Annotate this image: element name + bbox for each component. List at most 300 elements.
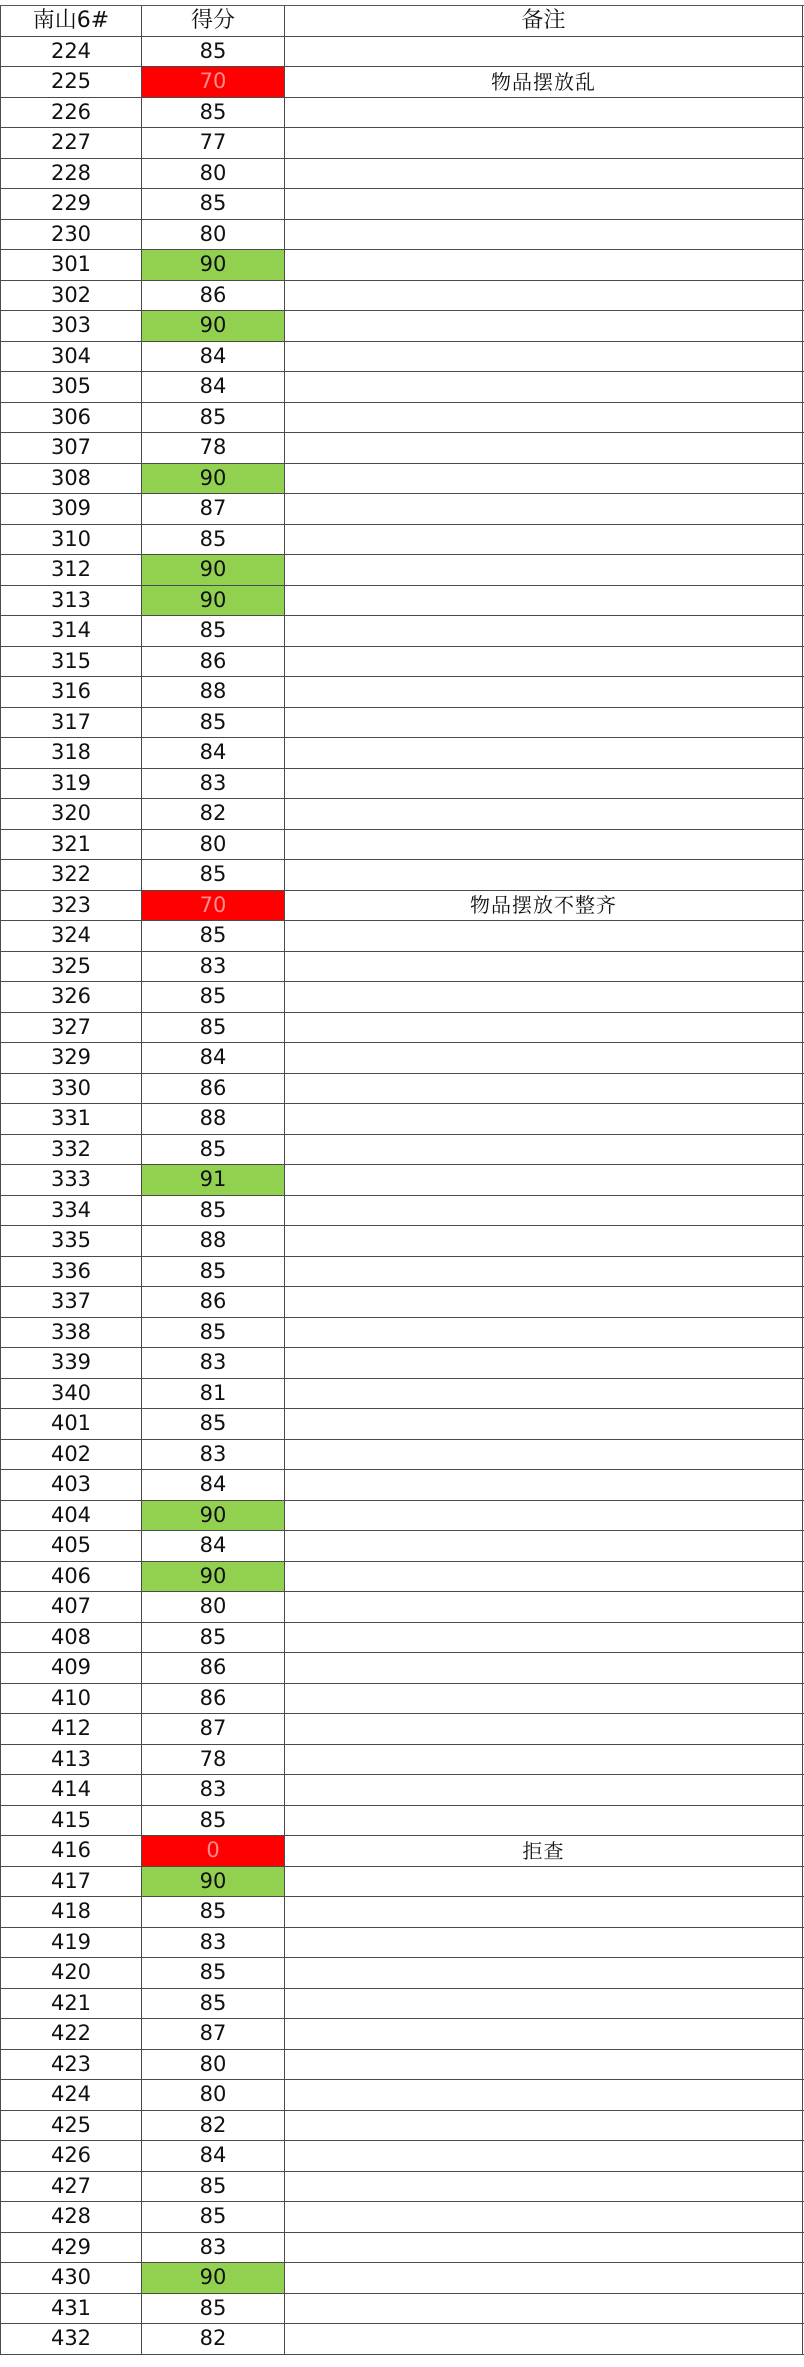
table-row	[0, 1531, 804, 1562]
table-row	[0, 1836, 804, 1867]
table-row	[0, 1592, 804, 1623]
room-number-cell: 302	[0, 281, 142, 311]
score-cell	[142, 738, 285, 768]
table-row	[0, 220, 804, 251]
note-cell	[285, 1958, 803, 1988]
note-cell	[285, 189, 803, 219]
note-cell	[285, 1775, 803, 1805]
score-cell	[142, 891, 285, 921]
table-row	[0, 1897, 804, 1928]
note-cell	[285, 250, 803, 280]
table-row	[0, 98, 804, 129]
score-cell	[142, 403, 285, 433]
score-value: 85	[199, 862, 227, 887]
table-row	[0, 1501, 804, 1532]
room-number-cell: 317	[0, 708, 142, 738]
room-number-cell: 413	[0, 1745, 142, 1775]
score-value: 86	[199, 1685, 227, 1710]
score-cell	[142, 2294, 285, 2324]
score-cell	[142, 2233, 285, 2263]
room-number-cell: 323	[0, 891, 142, 921]
score-value: 85	[199, 1960, 227, 1985]
score-cell	[142, 1013, 285, 1043]
score-value: 83	[199, 1929, 227, 1954]
score-cell	[142, 1684, 285, 1714]
note-cell	[285, 1165, 803, 1195]
room-number-cell: 228	[0, 159, 142, 189]
note-text: 物品摆放乱	[491, 69, 596, 94]
table-row	[0, 1165, 804, 1196]
score-value: 85	[199, 1136, 227, 1161]
score-value: 80	[199, 2051, 227, 2076]
score-value: 70	[199, 69, 227, 94]
room-number-cell: 229	[0, 189, 142, 219]
note-cell	[285, 1013, 803, 1043]
note-cell	[285, 830, 803, 860]
table-row	[0, 37, 804, 68]
score-cell	[142, 1531, 285, 1561]
table-row	[0, 311, 804, 342]
score-value: 88	[199, 1228, 227, 1253]
table-row	[0, 1714, 804, 1745]
note-cell	[285, 2172, 803, 2202]
score-value: 86	[199, 1655, 227, 1680]
score-value: 85	[199, 923, 227, 948]
score-value: 90	[199, 313, 227, 338]
room-number-cell: 407	[0, 1592, 142, 1622]
score-cell	[142, 1897, 285, 1927]
note-cell	[285, 1226, 803, 1256]
note-cell	[285, 708, 803, 738]
room-number-cell: 425	[0, 2111, 142, 2141]
note-cell	[285, 2202, 803, 2232]
note-cell	[285, 982, 803, 1012]
score-value: 83	[199, 1777, 227, 1802]
table-row	[0, 159, 804, 190]
note-cell	[285, 1135, 803, 1165]
score-cell	[142, 372, 285, 402]
table-row	[0, 708, 804, 739]
room-number-cell: 430	[0, 2263, 142, 2293]
table-row	[0, 586, 804, 617]
note-cell	[285, 1806, 803, 1836]
score-value: 90	[199, 465, 227, 490]
score-cell	[142, 1165, 285, 1195]
score-cell	[142, 1928, 285, 1958]
note-cell	[285, 2141, 803, 2171]
score-cell	[142, 2172, 285, 2202]
table-row	[0, 1928, 804, 1959]
table-row	[0, 1440, 804, 1471]
room-number-cell: 307	[0, 433, 142, 463]
score-value: 77	[199, 130, 227, 155]
score-value: 80	[199, 221, 227, 246]
room-number-cell: 313	[0, 586, 142, 616]
score-cell	[142, 98, 285, 128]
score-value: 83	[199, 953, 227, 978]
table-row	[0, 1409, 804, 1440]
score-value: 84	[199, 2143, 227, 2168]
score-cell	[142, 464, 285, 494]
score-cell	[142, 433, 285, 463]
score-value: 78	[199, 1746, 227, 1771]
note-cell	[285, 1104, 803, 1134]
room-number-cell: 304	[0, 342, 142, 372]
room-number-cell: 426	[0, 2141, 142, 2171]
score-cell	[142, 982, 285, 1012]
note-cell	[285, 1379, 803, 1409]
note-cell	[285, 647, 803, 677]
score-value: 85	[199, 2173, 227, 2198]
note-cell	[285, 37, 803, 67]
note-cell	[285, 738, 803, 768]
score-cell	[142, 250, 285, 280]
note-cell	[285, 1745, 803, 1775]
score-cell	[142, 1836, 285, 1866]
score-value: 80	[199, 160, 227, 185]
score-cell	[142, 494, 285, 524]
note-cell	[285, 372, 803, 402]
score-value: 0	[206, 1838, 220, 1863]
table-row	[0, 616, 804, 647]
table-row	[0, 281, 804, 312]
table-row	[0, 2294, 804, 2325]
score-value: 85	[199, 1197, 227, 1222]
score-cell	[142, 1196, 285, 1226]
score-cell	[142, 1745, 285, 1775]
score-cell	[142, 220, 285, 250]
note-cell	[285, 860, 803, 890]
table-row	[0, 2172, 804, 2203]
score-cell	[142, 1867, 285, 1897]
score-value: 85	[199, 1990, 227, 2015]
note-cell	[285, 891, 803, 921]
room-number-cell: 408	[0, 1623, 142, 1653]
table-row	[0, 2263, 804, 2294]
note-cell	[285, 2263, 803, 2293]
table-row	[0, 2080, 804, 2111]
room-number-cell: 422	[0, 2019, 142, 2049]
score-value: 81	[199, 1380, 227, 1405]
room-number-cell: 312	[0, 555, 142, 585]
note-cell	[285, 555, 803, 585]
table-row	[0, 1684, 804, 1715]
note-text: 物品摆放不整齐	[470, 893, 617, 918]
score-value: 85	[199, 99, 227, 124]
room-number-cell: 331	[0, 1104, 142, 1134]
note-cell	[285, 1348, 803, 1378]
table-row	[0, 342, 804, 373]
room-number-cell: 224	[0, 37, 142, 67]
note-cell	[285, 525, 803, 555]
table-row	[0, 1318, 804, 1349]
score-cell	[142, 1043, 285, 1073]
score-value: 86	[199, 1075, 227, 1100]
table-row	[0, 1806, 804, 1837]
room-number-cell: 225	[0, 67, 142, 97]
note-cell	[285, 1257, 803, 1287]
score-value: 85	[199, 2295, 227, 2320]
score-cell	[142, 2111, 285, 2141]
note-cell	[285, 1928, 803, 1958]
note-cell	[285, 2019, 803, 2049]
score-cell	[142, 1379, 285, 1409]
room-number-cell: 305	[0, 372, 142, 402]
table-row	[0, 799, 804, 830]
room-number-cell: 303	[0, 311, 142, 341]
table-row	[0, 1745, 804, 1776]
table-row	[0, 1074, 804, 1105]
note-cell	[285, 1287, 803, 1317]
table-row	[0, 67, 804, 98]
table-row	[0, 1104, 804, 1135]
room-number-cell: 410	[0, 1684, 142, 1714]
note-cell	[285, 1867, 803, 1897]
note-cell	[285, 128, 803, 158]
table-row	[0, 2050, 804, 2081]
score-cell	[142, 1135, 285, 1165]
room-number-cell: 315	[0, 647, 142, 677]
note-cell	[285, 67, 803, 97]
score-cell	[142, 525, 285, 555]
note-cell	[285, 311, 803, 341]
note-cell	[285, 2080, 803, 2110]
score-cell	[142, 769, 285, 799]
score-value: 80	[199, 2082, 227, 2107]
score-value: 85	[199, 709, 227, 734]
score-cell	[142, 1318, 285, 1348]
room-number-cell: 314	[0, 616, 142, 646]
score-value: 88	[199, 1106, 227, 1131]
score-value: 85	[199, 2204, 227, 2229]
score-value: 85	[199, 1807, 227, 1832]
score-cell	[142, 860, 285, 890]
score-value: 85	[199, 404, 227, 429]
score-cell	[142, 1775, 285, 1805]
score-cell	[142, 1470, 285, 1500]
note-cell	[285, 921, 803, 951]
note-cell	[285, 1470, 803, 1500]
room-number-cell: 320	[0, 799, 142, 829]
room-number-cell: 338	[0, 1318, 142, 1348]
table-row	[0, 494, 804, 525]
note-cell	[285, 1897, 803, 1927]
score-value: 82	[199, 2112, 227, 2137]
score-value: 83	[199, 1441, 227, 1466]
table-row	[0, 860, 804, 891]
table-row	[0, 1470, 804, 1501]
table-row	[0, 555, 804, 586]
score-cell	[142, 799, 285, 829]
score-value: 86	[199, 1289, 227, 1314]
table-row	[0, 769, 804, 800]
score-cell	[142, 616, 285, 646]
room-number-cell: 406	[0, 1562, 142, 1592]
room-number-cell: 427	[0, 2172, 142, 2202]
table-row	[0, 250, 804, 281]
room-number-cell: 339	[0, 1348, 142, 1378]
room-number-cell: 306	[0, 403, 142, 433]
score-value: 85	[199, 526, 227, 551]
score-cell	[142, 1989, 285, 2019]
note-cell	[285, 586, 803, 616]
room-number-cell: 409	[0, 1653, 142, 1683]
table-row	[0, 1348, 804, 1379]
score-cell	[142, 2263, 285, 2293]
score-cell	[142, 952, 285, 982]
table-row	[0, 1196, 804, 1227]
score-value: 90	[199, 587, 227, 612]
note-cell	[285, 1562, 803, 1592]
score-cell	[142, 281, 285, 311]
table-row	[0, 2019, 804, 2050]
table-row	[0, 2324, 804, 2355]
score-value: 83	[199, 770, 227, 795]
note-cell	[285, 220, 803, 250]
room-number-cell: 404	[0, 1501, 142, 1531]
table-row	[0, 2202, 804, 2233]
room-number-cell: 332	[0, 1135, 142, 1165]
note-cell	[285, 616, 803, 646]
table-row	[0, 647, 804, 678]
score-value: 85	[199, 1899, 227, 1924]
score-value: 87	[199, 496, 227, 521]
table-row	[0, 1623, 804, 1654]
score-value: 88	[199, 679, 227, 704]
note-cell	[285, 403, 803, 433]
score-value: 90	[199, 2265, 227, 2290]
table-row	[0, 1989, 804, 2020]
note-cell	[285, 1501, 803, 1531]
note-cell	[285, 98, 803, 128]
room-number-cell: 431	[0, 2294, 142, 2324]
note-cell	[285, 2294, 803, 2324]
note-cell	[285, 1074, 803, 1104]
room-number-cell: 401	[0, 1409, 142, 1439]
table-row	[0, 921, 804, 952]
room-number-cell: 230	[0, 220, 142, 250]
room-number-cell: 308	[0, 464, 142, 494]
note-cell	[285, 494, 803, 524]
room-number-cell: 418	[0, 1897, 142, 1927]
score-cell	[142, 1074, 285, 1104]
room-number-cell: 340	[0, 1379, 142, 1409]
score-value: 83	[199, 1350, 227, 1375]
score-value: 85	[199, 1258, 227, 1283]
score-cell	[142, 67, 285, 97]
table-row	[0, 2141, 804, 2172]
score-value: 90	[199, 252, 227, 277]
room-number-cell: 335	[0, 1226, 142, 1256]
score-value: 80	[199, 1594, 227, 1619]
note-cell	[285, 769, 803, 799]
score-value: 86	[199, 648, 227, 673]
score-value: 85	[199, 984, 227, 1009]
note-cell	[285, 1531, 803, 1561]
room-number-cell: 321	[0, 830, 142, 860]
score-value: 85	[199, 1319, 227, 1344]
score-cell	[142, 2141, 285, 2171]
score-cell	[142, 1348, 285, 1378]
score-value: 91	[199, 1167, 227, 1192]
table-row	[0, 1013, 804, 1044]
room-number-cell: 226	[0, 98, 142, 128]
score-value: 84	[199, 740, 227, 765]
score-cell	[142, 921, 285, 951]
score-cell	[142, 2324, 285, 2354]
score-value: 90	[199, 1502, 227, 1527]
note-cell	[285, 1409, 803, 1439]
note-cell	[285, 1043, 803, 1073]
score-cell	[142, 830, 285, 860]
score-value: 90	[199, 557, 227, 582]
room-number-cell: 316	[0, 677, 142, 707]
score-cell	[142, 1257, 285, 1287]
table-row	[0, 1958, 804, 1989]
note-cell	[285, 2233, 803, 2263]
score-cell	[142, 1409, 285, 1439]
score-value: 70	[199, 892, 227, 917]
score-cell	[142, 2019, 285, 2049]
room-number-cell: 405	[0, 1531, 142, 1561]
score-cell	[142, 1623, 285, 1653]
note-cell	[285, 342, 803, 372]
room-number-cell: 420	[0, 1958, 142, 1988]
table-row	[0, 1226, 804, 1257]
score-value: 85	[199, 38, 227, 63]
score-value: 83	[199, 2234, 227, 2259]
room-number-cell: 336	[0, 1257, 142, 1287]
score-value: 85	[199, 1014, 227, 1039]
room-number-cell: 309	[0, 494, 142, 524]
table-row	[0, 403, 804, 434]
table-row	[0, 1257, 804, 1288]
score-cell	[142, 1501, 285, 1531]
room-number-cell: 412	[0, 1714, 142, 1744]
note-cell	[285, 2050, 803, 2080]
header-note: 备注	[285, 6, 803, 36]
note-cell	[285, 464, 803, 494]
note-cell	[285, 1318, 803, 1348]
note-cell	[285, 1989, 803, 2019]
room-number-cell: 414	[0, 1775, 142, 1805]
score-value: 85	[199, 1411, 227, 1436]
table-row	[0, 891, 804, 922]
table-row	[0, 1775, 804, 1806]
score-cell	[142, 128, 285, 158]
note-cell	[285, 433, 803, 463]
score-cell	[142, 2050, 285, 2080]
score-cell	[142, 2202, 285, 2232]
score-cell	[142, 677, 285, 707]
score-cell	[142, 1592, 285, 1622]
note-cell	[285, 1653, 803, 1683]
note-cell	[285, 799, 803, 829]
table-row	[0, 677, 804, 708]
note-cell	[285, 1623, 803, 1653]
note-cell	[285, 952, 803, 982]
score-value: 90	[199, 1563, 227, 1588]
score-value: 85	[199, 618, 227, 643]
score-value: 82	[199, 801, 227, 826]
score-value: 84	[199, 1533, 227, 1558]
note-cell	[285, 1714, 803, 1744]
score-cell	[142, 1714, 285, 1744]
room-number-cell: 301	[0, 250, 142, 280]
table-row	[0, 738, 804, 769]
score-cell	[142, 555, 285, 585]
score-cell	[142, 1104, 285, 1134]
